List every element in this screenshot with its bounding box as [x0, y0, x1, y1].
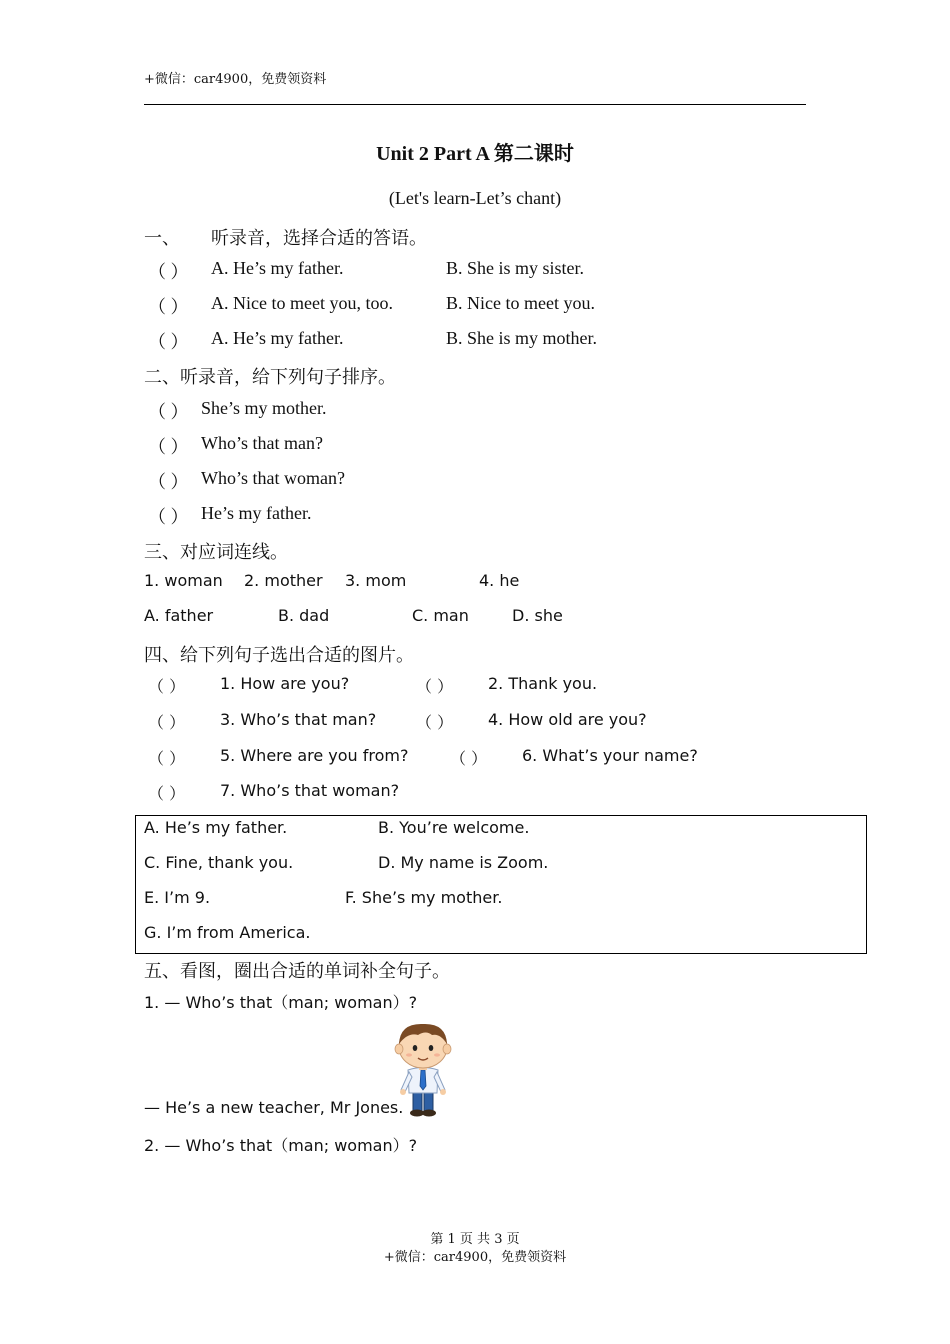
choice-question: 6. What’s your name?	[522, 746, 698, 765]
match-word[interactable]: B. dad	[278, 606, 330, 625]
section4-heading: 四、给下列句子选出合适的图片。	[144, 645, 414, 665]
section5-heading: 五、看图，圈出合适的单词补全句子。	[144, 961, 450, 981]
choice-paren[interactable]: （ ）	[148, 749, 186, 768]
choice-question: 4. How old are you?	[488, 710, 647, 729]
answer-paren[interactable]: （ ）	[148, 332, 189, 352]
choice-paren[interactable]: （ ）	[148, 677, 186, 696]
match-word[interactable]: 2. mother	[244, 571, 323, 590]
order-sentence: Who’s that woman?	[201, 468, 345, 488]
order-paren[interactable]: （ ）	[148, 472, 189, 492]
match-word[interactable]: 4. he	[479, 571, 520, 590]
page-subtitle: (Let's learn-Let’s chant)	[388, 188, 562, 208]
option-b: B. She is my sister.	[446, 258, 585, 278]
choice-question: 5. Where are you from?	[220, 746, 409, 765]
match-word[interactable]: 1. woman	[144, 571, 223, 590]
match-word[interactable]: C. man	[412, 606, 469, 625]
order-paren[interactable]: （ ）	[148, 507, 189, 527]
order-sentence: He’s my father.	[201, 503, 312, 523]
match-word[interactable]: A. father	[144, 606, 214, 625]
choice-question: 2. Thank you.	[488, 674, 598, 693]
answer-option: F. She’s my mother.	[345, 888, 503, 907]
option-b: B. She is my mother.	[446, 328, 598, 348]
answer-paren[interactable]: （ ）	[148, 262, 189, 282]
answer-option: D. My name is Zoom.	[378, 853, 549, 872]
question-2: 2. — Who’s that（man; woman）?	[144, 1136, 418, 1155]
footer-watermark: +微信：car4900，免费领资料	[383, 1250, 567, 1265]
order-paren[interactable]: （ ）	[148, 437, 189, 457]
order-sentence: Who’s that man?	[201, 433, 323, 453]
option-a: A. He’s my father.	[211, 258, 344, 278]
order-paren[interactable]: （ ）	[148, 402, 189, 422]
header-watermark: +微信：car4900，免费领资料	[144, 72, 327, 87]
choice-paren[interactable]: （ ）	[450, 749, 488, 768]
page-number: 第 1 页 共 3 页	[430, 1232, 520, 1247]
choice-paren[interactable]: （ ）	[148, 713, 186, 732]
choice-paren[interactable]: （ ）	[416, 713, 454, 732]
section1-heading-num: 一、	[144, 228, 180, 248]
section2-heading: 二、听录音，给下列句子排序。	[144, 367, 396, 387]
answer-1: — He’s a new teacher, Mr Jones.	[144, 1098, 404, 1117]
match-word[interactable]: 3. mom	[345, 571, 407, 590]
answer-option: E. I’m 9.	[144, 888, 211, 907]
header-rule	[144, 104, 806, 105]
answer-option: B. You’re welcome.	[378, 818, 530, 837]
answer-option: A. He’s my father.	[144, 818, 288, 837]
answer-option: G. I’m from America.	[144, 923, 311, 942]
choice-paren[interactable]: （ ）	[416, 677, 454, 696]
page-title: Unit 2 Part A 第二课时	[376, 143, 574, 165]
choice-question: 1. How are you?	[220, 674, 350, 693]
choice-question: 7. Who’s that woman?	[220, 781, 400, 800]
answer-option: C. Fine, thank you.	[144, 853, 294, 872]
match-word[interactable]: D. she	[512, 606, 563, 625]
choice-question: 3. Who’s that man?	[220, 710, 377, 729]
question-1: 1. — Who’s that（man; woman）?	[144, 993, 418, 1012]
option-a: A. He’s my father.	[211, 328, 344, 348]
order-sentence: She’s my mother.	[201, 398, 327, 418]
option-a: A. Nice to meet you, too.	[211, 293, 393, 313]
option-b: B. Nice to meet you.	[446, 293, 595, 313]
section1-heading: 听录音，选择合适的答语。	[211, 228, 427, 248]
answer-paren[interactable]: （ ）	[148, 297, 189, 317]
section3-heading: 三、对应词连线。	[144, 542, 288, 562]
choice-paren[interactable]: （ ）	[148, 784, 186, 803]
